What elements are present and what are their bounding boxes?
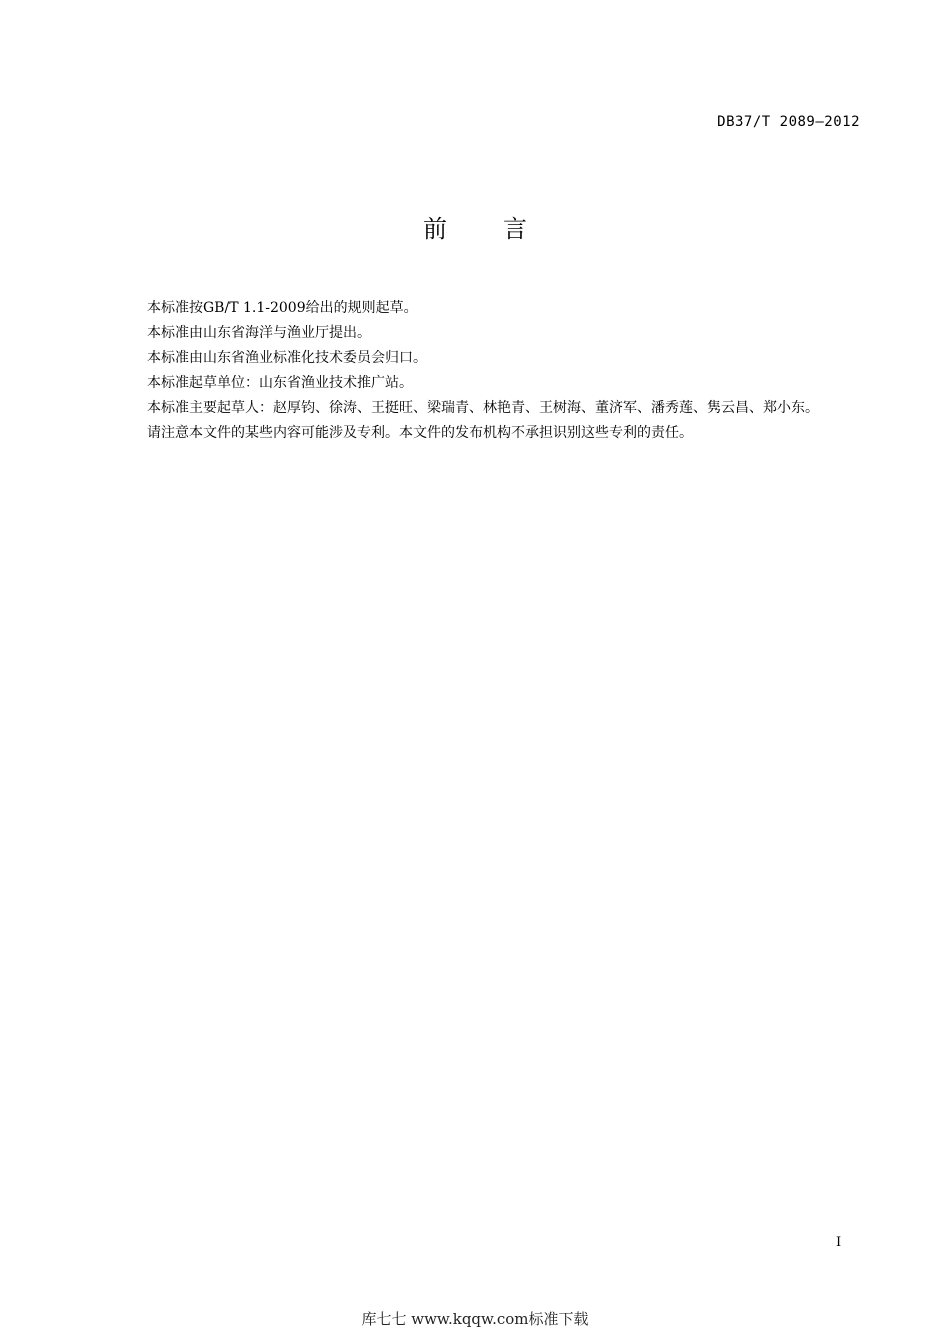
standard-code: DB37/T 2089—2012: [717, 114, 860, 130]
foreword-body: [114, 296, 864, 446]
paragraph-patent-notice: 请注意本文件的某些内容可能涉及专利。本文件的发布机构不承担识别这些专利的责任。: [147, 425, 693, 441]
paragraph-drafting-rules: 本标准按GB/T 1.1-2009给出的规则起草。: [147, 300, 418, 316]
paragraph-centralized-unit: 本标准由山东省渔业标准化技术委员会归口。: [147, 350, 427, 366]
page-number: I: [836, 1235, 842, 1250]
paragraph-proposer: 本标准由山东省海洋与渔业厅提出。: [147, 325, 371, 341]
page-title: 前言: [423, 215, 583, 243]
paragraph-drafters: 本标准主要起草人：赵厚钧、徐涛、王挺旺、梁瑞青、林艳青、王树海、董济军、潘秀莲、隽云昌、郑小东。: [147, 400, 819, 416]
watermark: 库七七 www.kqqw.com标准下载: [361, 1310, 589, 1328]
paragraph-drafting-organization: 本标准起草单位：山东省渔业技术推广站。: [147, 375, 413, 391]
